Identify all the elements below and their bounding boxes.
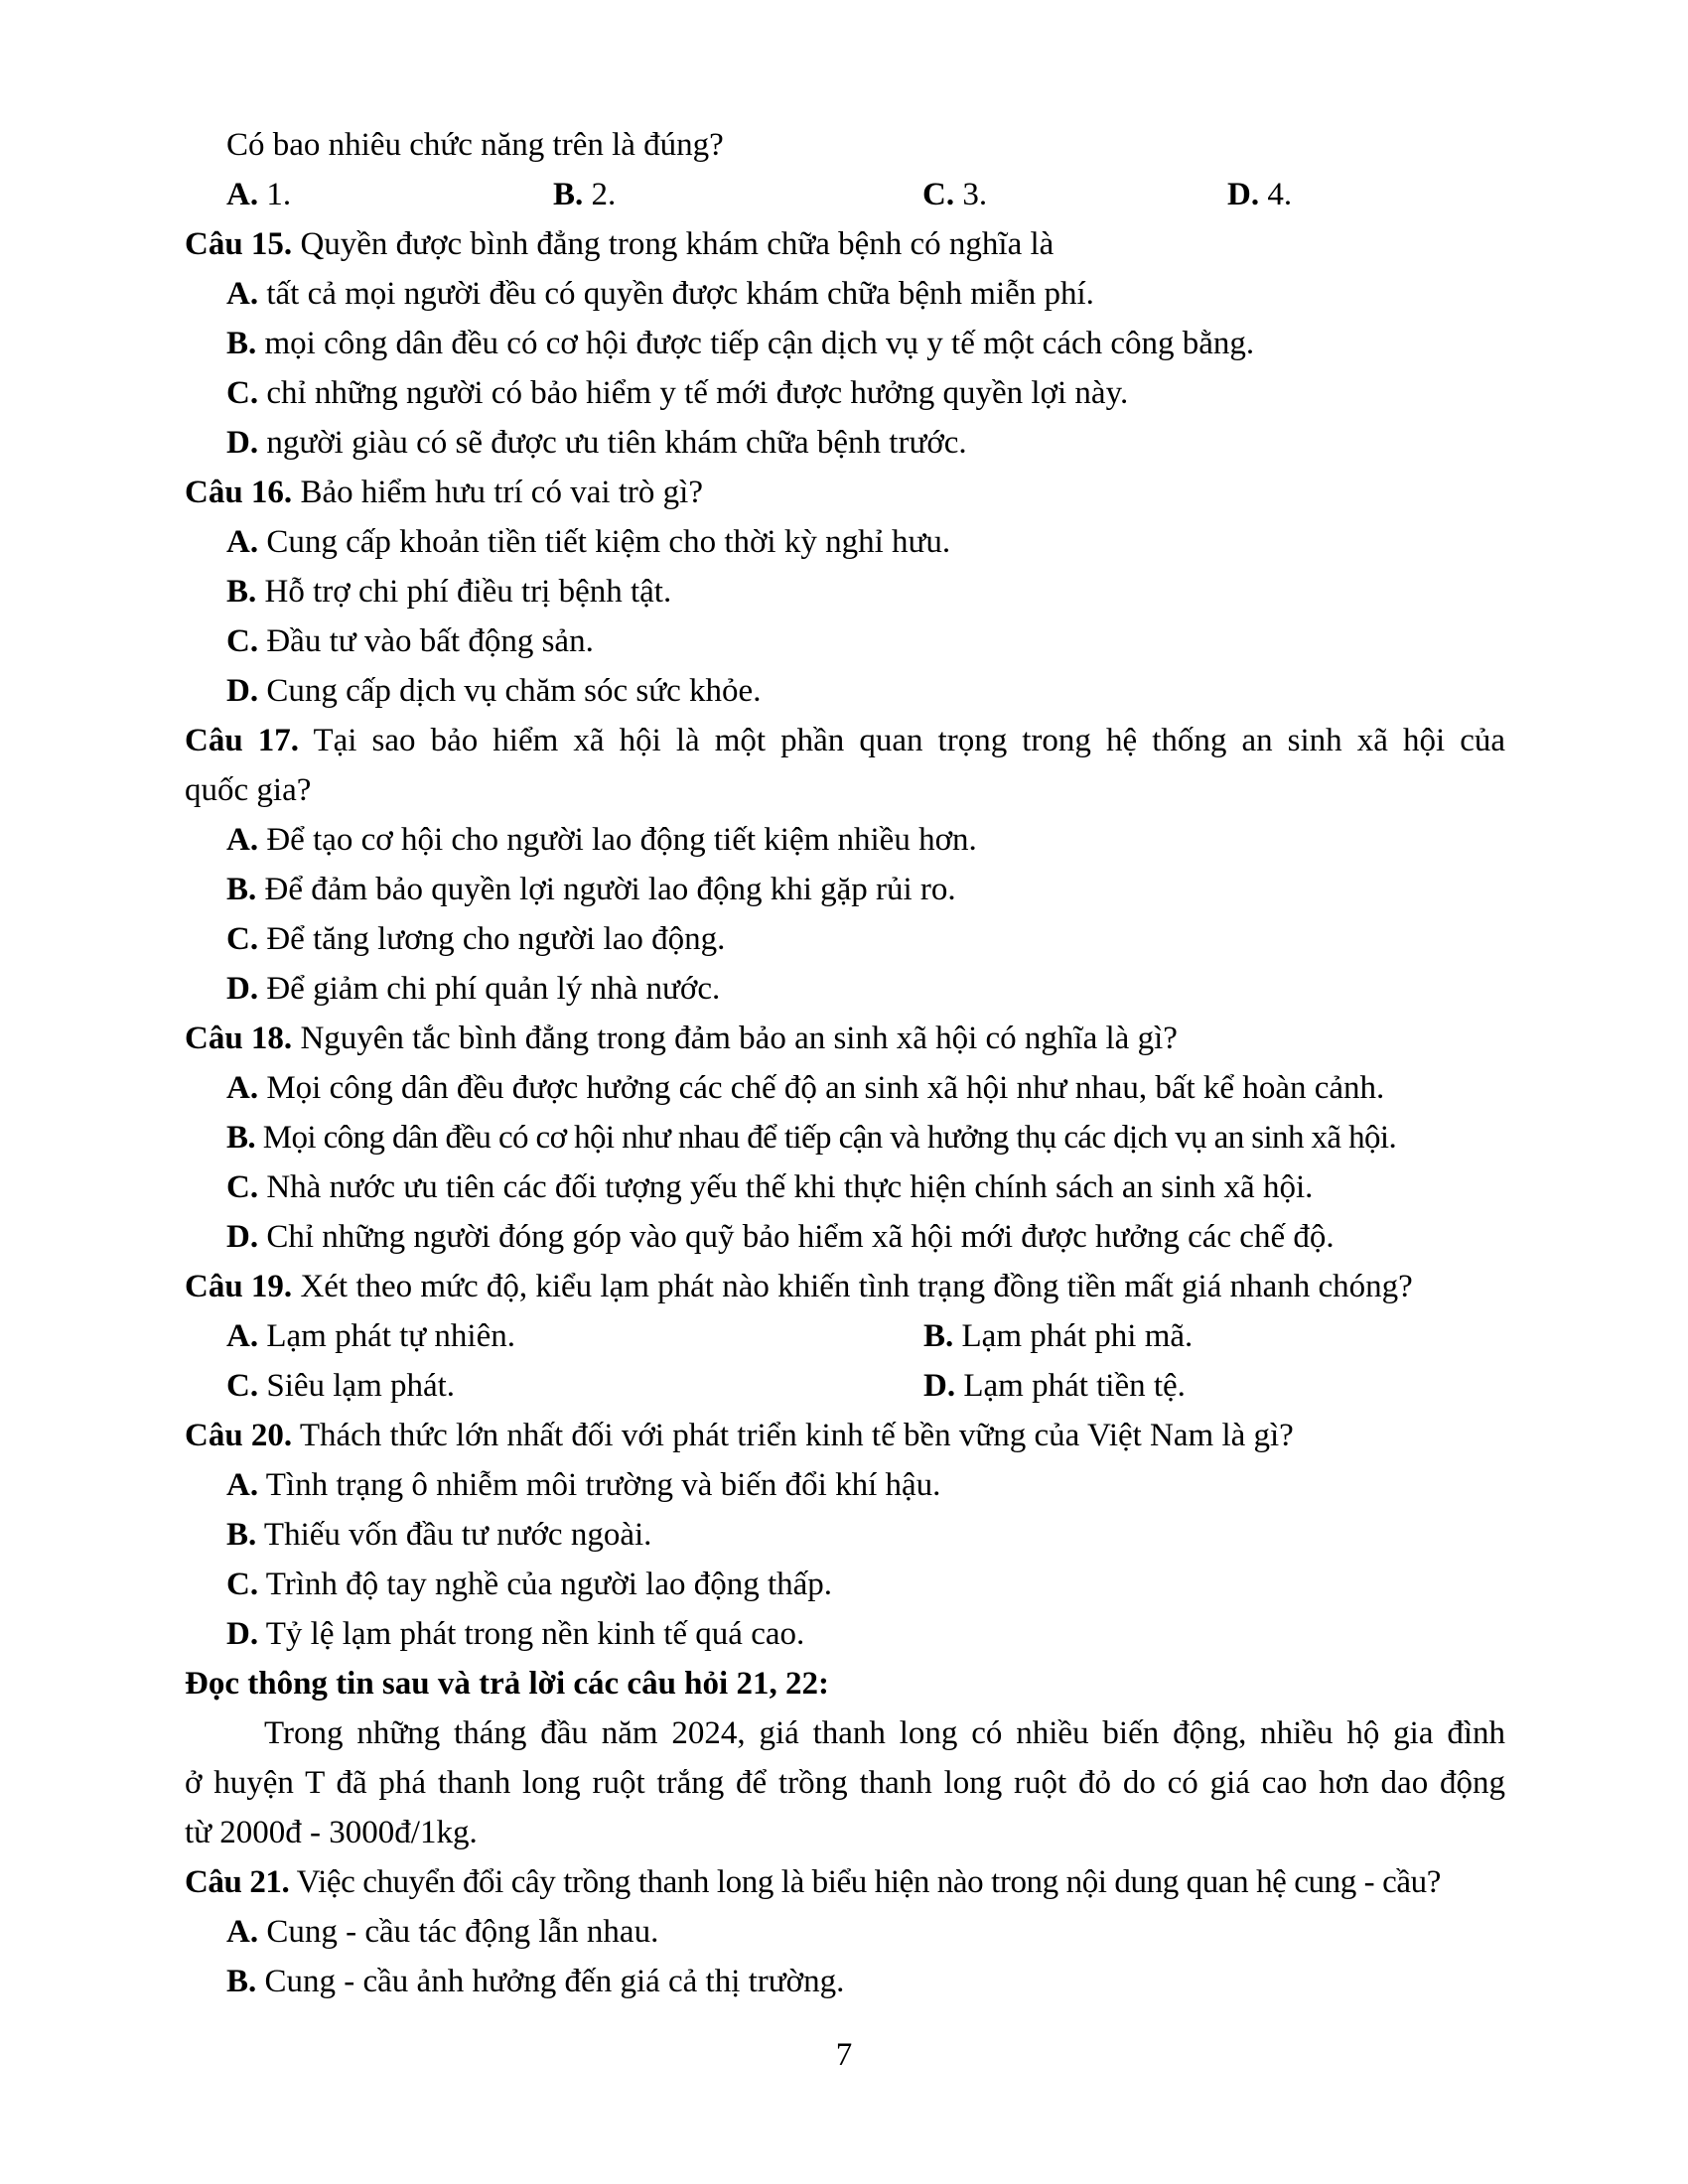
q21-stem: Câu 21. Việc chuyển đổi cây trồng thanh long là biểu hiện nào trong nội dung quan hệ cung - cầu? (185, 1864, 1441, 1900)
q17-option-d: D. Để giảm chi phí quản lý nhà nước. (226, 971, 721, 1007)
q16-option-a: A. Cung cấp khoản tiền tiết kiệm cho thời kỳ nghỉ hưu. (226, 524, 951, 560)
q19-option-a: A. Lạm phát tự nhiên. (226, 1318, 516, 1354)
q17-stem: Câu 17. Tại sao bảo hiểm xã hội là một phần quan trọng trong hệ thống an sinh xã hội của (185, 723, 1505, 758)
q15-stem: Câu 15. Quyền được bình đẳng trong khám chữa bệnh có nghĩa là (185, 226, 1055, 262)
q14-option-c: C. 3. (922, 177, 988, 212)
q15-option-b: B. mọi công dân đều có cơ hội được tiếp cận dịch vụ y tế một cách công bằng. (226, 326, 1255, 361)
q20-option-b: B. Thiếu vốn đầu tư nước ngoài. (226, 1517, 652, 1553)
q17-option-c: C. Để tăng lương cho người lao động. (226, 921, 726, 957)
q20-option-c: C. Trình độ tay nghề của người lao động thấp. (226, 1567, 833, 1602)
reading-paragraph-line-1: Trong những tháng đầu năm 2024, giá thanh long có nhiều biến động, nhiều hộ gia đình (264, 1715, 1505, 1751)
q18-stem: Câu 18. Nguyên tắc bình đẳng trong đảm bảo an sinh xã hội có nghĩa là gì? (185, 1021, 1178, 1056)
q15-option-d: D. người giàu có sẽ được ưu tiên khám chữa bệnh trước. (226, 425, 967, 461)
q19-option-d: D. Lạm phát tiền tệ. (923, 1368, 1186, 1404)
q17-stem-cont: quốc gia? (185, 772, 312, 808)
reading-paragraph-line-3: từ 2000đ - 3000đ/1kg. (185, 1815, 478, 1850)
q16-option-d: D. Cung cấp dịch vụ chăm sóc sức khỏe. (226, 673, 762, 709)
q18-option-c: C. Nhà nước ưu tiên các đối tượng yếu thế khi thực hiện chính sách an sinh xã hội. (226, 1169, 1314, 1205)
q17-option-a: A. Để tạo cơ hội cho người lao động tiết kiệm nhiều hơn. (226, 822, 977, 858)
q21-option-b: B. Cung - cầu ảnh hưởng đến giá cả thị trường. (226, 1964, 845, 1999)
q16-stem: Câu 16. Bảo hiểm hưu trí có vai trò gì? (185, 475, 703, 510)
q20-stem: Câu 20. Thách thức lớn nhất đối với phát triển kinh tế bền vững của Việt Nam là gì? (185, 1418, 1294, 1453)
page-number: 7 (835, 2037, 853, 2073)
q18-option-d: D. Chỉ những người đóng góp vào quỹ bảo hiểm xã hội mới được hưởng các chế độ. (226, 1219, 1335, 1255)
q17-option-b: B. Để đảm bảo quyền lợi người lao động khi gặp rủi ro. (226, 872, 956, 907)
q18-option-a: A. Mọi công dân đều được hưởng các chế độ an sinh xã hội như nhau, bất kể hoàn cảnh. (226, 1070, 1385, 1106)
reading-paragraph-line-2: ở huyện T đã phá thanh long ruột trắng để trồng thanh long ruột đỏ do có giá cao hơn dao động (185, 1765, 1505, 1801)
q20-option-d: D. Tỷ lệ lạm phát trong nền kinh tế quá cao. (226, 1616, 805, 1652)
q16-option-c: C. Đầu tư vào bất động sản. (226, 623, 594, 659)
reading-heading: Đọc thông tin sau và trả lời các câu hỏi 21, 22: (185, 1666, 829, 1702)
q19-option-b: B. Lạm phát phi mã. (923, 1318, 1194, 1354)
q18-option-b: B. Mọi công dân đều có cơ hội như nhau để tiếp cận và hưởng thụ các dịch vụ an sinh xã hội. (226, 1120, 1397, 1156)
q14-option-d: D. 4. (1227, 177, 1293, 212)
q20-option-a: A. Tình trạng ô nhiễm môi trường và biến đổi khí hậu. (226, 1467, 941, 1503)
q14-tail: Có bao nhiêu chức năng trên là đúng? (226, 127, 724, 163)
q19-stem: Câu 19. Xét theo mức độ, kiểu lạm phát nào khiến tình trạng đồng tiền mất giá nhanh chóng? (185, 1269, 1413, 1304)
q14-option-b: B. 2. (553, 177, 617, 212)
q16-option-b: B. Hỗ trợ chi phí điều trị bệnh tật. (226, 574, 672, 610)
q15-option-c: C. chỉ những người có bảo hiểm y tế mới được hưởng quyền lợi này. (226, 375, 1129, 411)
q19-option-c: C. Siêu lạm phát. (226, 1368, 456, 1404)
q21-option-a: A. Cung - cầu tác động lẫn nhau. (226, 1914, 659, 1950)
q15-option-a: A. tất cả mọi người đều có quyền được khám chữa bệnh miễn phí. (226, 276, 1094, 312)
q14-option-a: A. 1. (226, 177, 292, 212)
